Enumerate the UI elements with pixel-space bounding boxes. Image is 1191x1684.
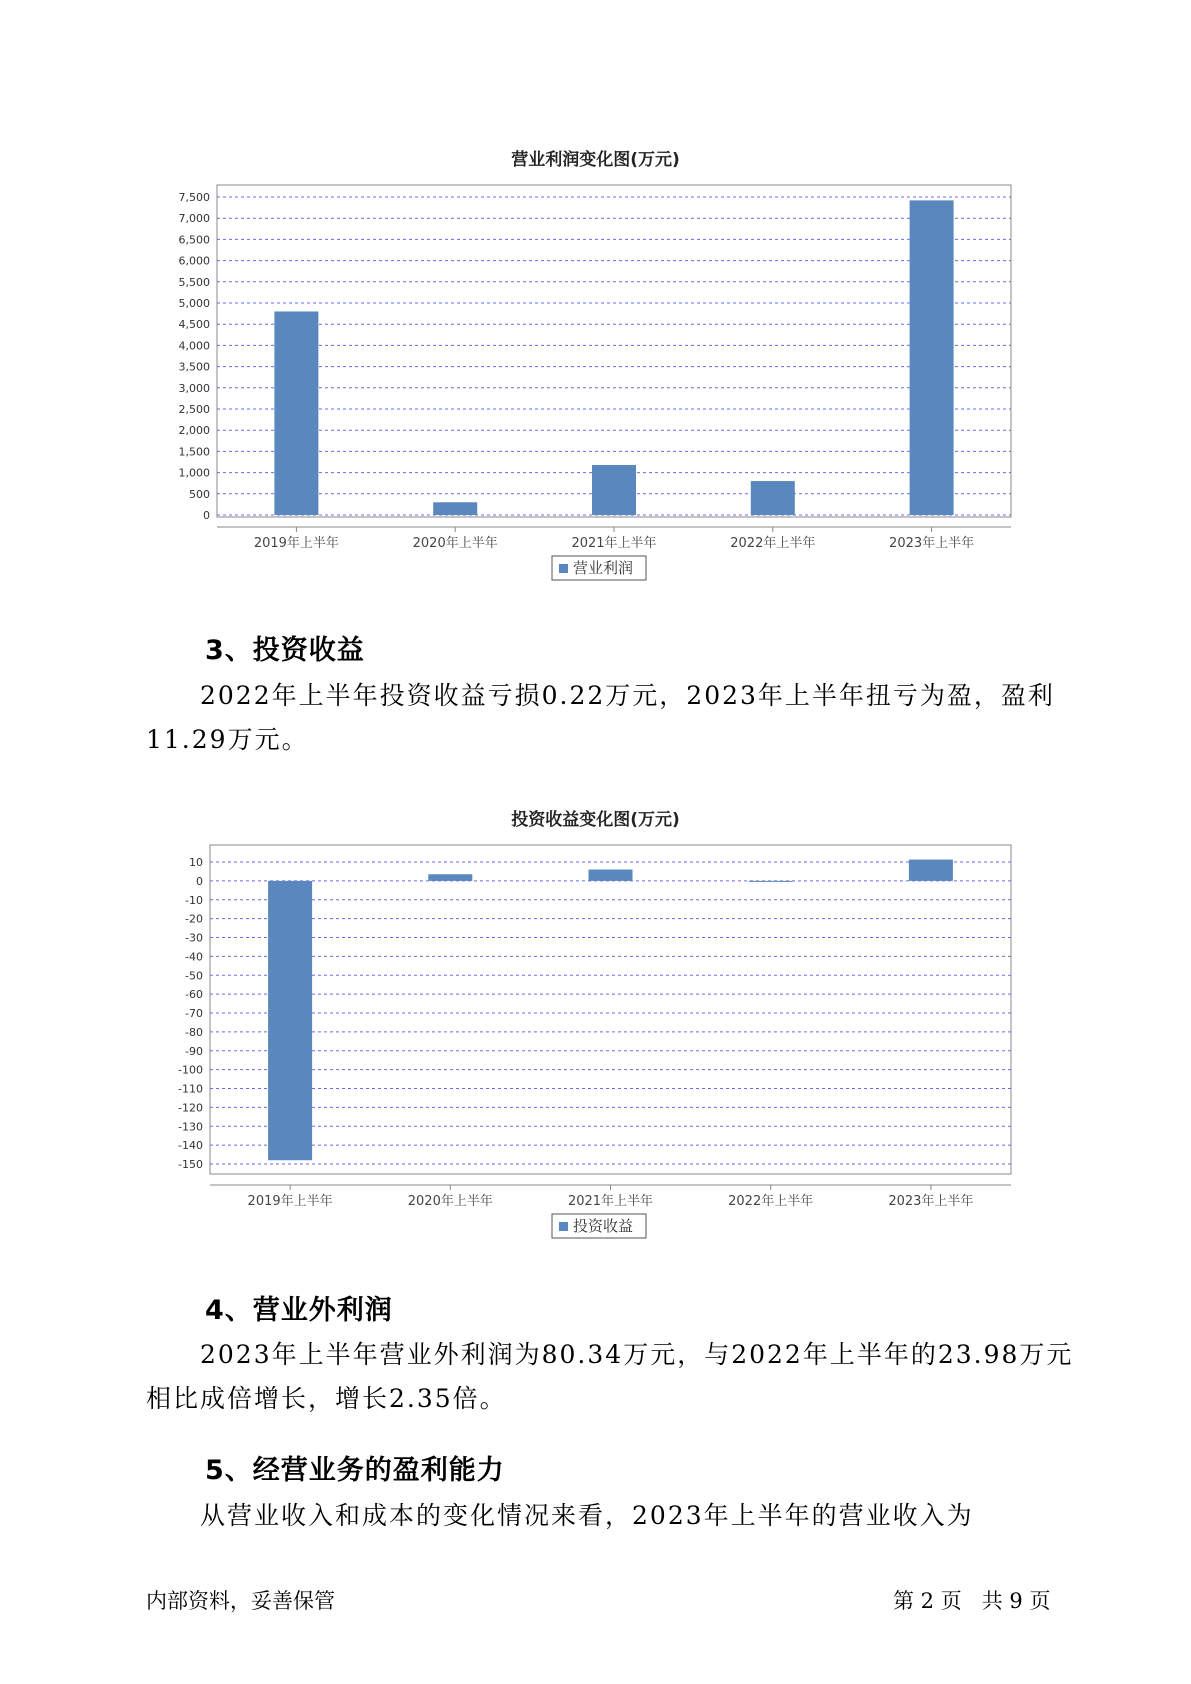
- investment-income-chart: [0, 830, 1191, 1260]
- y-tick-label: -50: [185, 969, 203, 983]
- legend-swatch: [559, 564, 568, 573]
- legend: [552, 556, 646, 580]
- legend-label: 营业利润: [573, 559, 634, 577]
- bar: [910, 200, 954, 515]
- y-tick-label: 0: [203, 509, 210, 522]
- section-3-line-1: 2022年上半年投资收益亏损0.22万元，2023年上半年扭亏为盈，盈利: [200, 681, 1055, 710]
- x-tick-label: 2022年上半年: [728, 1194, 814, 1209]
- y-tick-label: 4,000: [178, 339, 210, 353]
- bar: [274, 311, 318, 515]
- bar: [433, 502, 477, 515]
- y-tick-label: -150: [178, 1158, 203, 1171]
- chart1-title: 营业利润变化图(万元): [511, 150, 680, 170]
- x-tick-label: 2022年上半年: [730, 536, 816, 551]
- bar: [749, 881, 793, 882]
- section-5-heading: 5、经营业务的盈利能力: [205, 1455, 505, 1486]
- y-tick-label: 6,500: [178, 233, 210, 247]
- y-tick-label: 0: [196, 874, 203, 888]
- section-3-line-2: 11.29万元。: [146, 725, 309, 754]
- y-tick-label: 7,000: [178, 212, 210, 226]
- y-tick-label: 5,000: [178, 297, 210, 310]
- section-4-line-2: 相比成倍增长，增长2.35倍。: [146, 1384, 507, 1413]
- chart2-title: 投资收益变化图(万元): [511, 810, 680, 830]
- y-tick-label: 4,500: [178, 318, 210, 332]
- y-tick-label: -140: [178, 1139, 203, 1153]
- y-tick-label: 3,500: [178, 360, 210, 374]
- y-tick-label: 2,000: [178, 424, 210, 438]
- legend-swatch: [559, 1222, 568, 1231]
- footer-page-number: 第 2 页 共 9 页: [893, 1589, 1051, 1613]
- y-tick-label: -40: [185, 950, 203, 964]
- y-tick-label: 3,000: [178, 381, 210, 395]
- plot-frame: [210, 845, 1011, 1174]
- y-tick-label: -120: [178, 1101, 203, 1115]
- y-tick-label: 500: [189, 487, 210, 501]
- y-tick-label: -70: [185, 1007, 203, 1020]
- x-tick-label: 2023年上半年: [889, 536, 975, 551]
- y-tick-label: 7,500: [178, 191, 210, 204]
- section-4-heading: 4、营业外利润: [205, 1295, 393, 1326]
- footer-confidential: 内部资料，妥善保管: [146, 1589, 335, 1613]
- section-4-line-1: 2023年上半年营业外利润为80.34万元，与2022年上半年的23.98万元: [200, 1340, 1074, 1369]
- y-tick-label: 2,500: [178, 403, 210, 416]
- y-tick-label: -20: [185, 912, 203, 926]
- bar: [428, 874, 472, 881]
- legend: [552, 1214, 646, 1238]
- bar: [589, 870, 633, 881]
- x-tick-label: 2021年上半年: [571, 536, 657, 551]
- bar: [592, 465, 636, 515]
- x-tick-label: 2020年上半年: [412, 536, 498, 551]
- y-tick-label: -10: [185, 893, 203, 907]
- x-tick-label: 2020年上半年: [407, 1194, 493, 1209]
- x-tick-label: 2021年上半年: [567, 1194, 654, 1209]
- bar: [909, 860, 953, 881]
- y-tick-label: 1,500: [178, 445, 210, 459]
- operating-profit-chart: [0, 160, 1191, 600]
- x-tick-label: 2019年上半年: [253, 536, 339, 551]
- section-3-heading: 3、投资收益: [205, 635, 365, 666]
- y-tick-label: -130: [178, 1120, 203, 1134]
- y-tick-label: -110: [178, 1082, 203, 1096]
- section-5-line-1: 从营业收入和成本的变化情况来看，2023年上半年的营业收入为: [200, 1501, 974, 1530]
- bar: [268, 881, 312, 1160]
- x-tick-label: 2023年上半年: [888, 1194, 974, 1209]
- bar: [751, 481, 795, 515]
- y-tick-label: -100: [178, 1063, 203, 1077]
- x-tick-label: 2019年上半年: [247, 1194, 333, 1209]
- y-tick-label: -90: [185, 1044, 203, 1058]
- y-tick-label: -30: [185, 931, 203, 945]
- y-tick-label: -80: [185, 1025, 203, 1039]
- y-tick-label: -60: [185, 988, 203, 1002]
- legend-label: 投资收益: [573, 1217, 634, 1235]
- y-tick-label: 5,500: [178, 275, 210, 289]
- y-tick-label: 6,000: [178, 254, 210, 268]
- y-tick-label: 1,000: [178, 466, 210, 480]
- y-tick-label: 10: [189, 856, 203, 869]
